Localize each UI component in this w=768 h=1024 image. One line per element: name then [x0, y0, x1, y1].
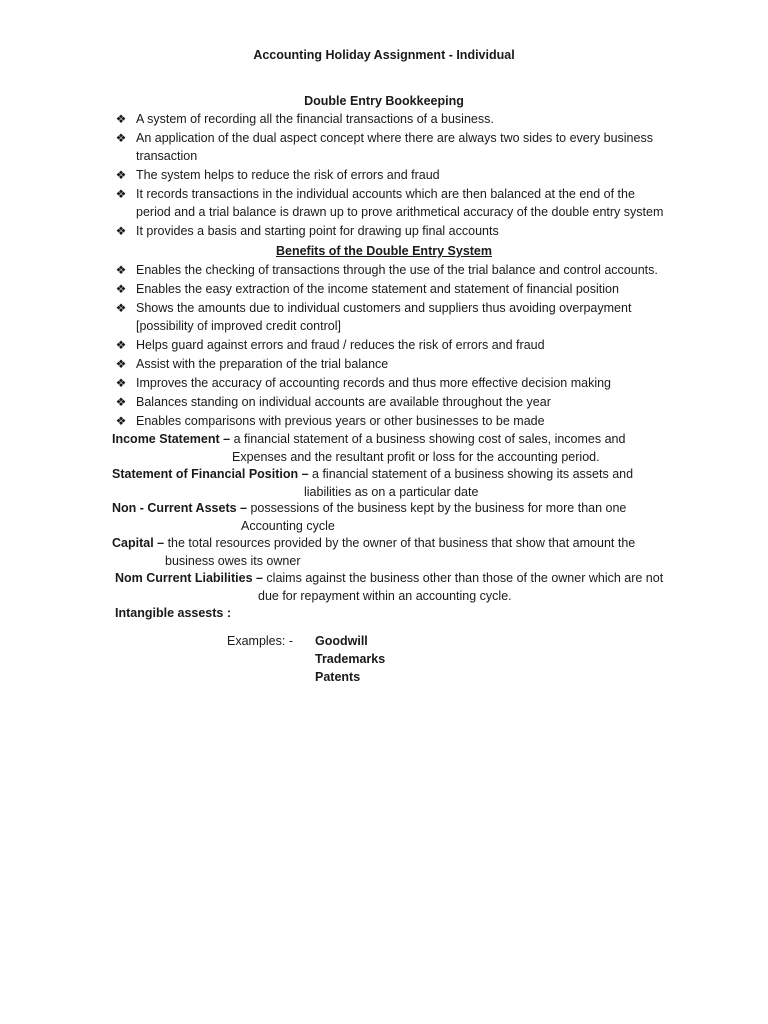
- definition-term: Nom Current Liabilities –: [115, 571, 263, 585]
- definition-term: Non - Current Assets –: [112, 501, 247, 515]
- definition-continuation: Expenses and the resultant profit or loss for the accounting period.: [232, 450, 600, 464]
- definition-term: Statement of Financial Position –: [112, 467, 309, 481]
- examples-label: Examples: -: [227, 634, 293, 648]
- list-item: ❖ Shows the amounts due to individual customers and suppliers thus avoiding overpayment [possibility of improved credit control]: [112, 299, 672, 335]
- diamond-bullet-icon: ❖: [115, 187, 127, 201]
- definition-text: possessions of the business kept by the business for more than one: [246, 501, 627, 515]
- list-item: ❖ A system of recording all the financial transactions of a business.: [112, 110, 672, 128]
- definition-text: a financial statement of a business showing cost of sales, incomes and: [230, 432, 626, 446]
- page-title: Accounting Holiday Assignment - Individual: [253, 48, 515, 62]
- list-item: ❖ It provides a basis and starting point for drawing up final accounts: [112, 222, 672, 240]
- definition-continuation: liabilities as on a particular date: [304, 485, 479, 499]
- benefits-list: [112, 261, 672, 431]
- definition-term: Capital –: [112, 536, 165, 550]
- diamond-bullet-icon: ❖: [115, 168, 127, 182]
- definition-capital: [112, 534, 672, 570]
- diamond-bullet-icon: ❖: [115, 376, 127, 390]
- diamond-bullet-icon: ❖: [115, 357, 127, 371]
- definition-text: the total resources provided by the owner of that business that show that amount the: [164, 536, 636, 550]
- list-item: ❖ Enables the easy extraction of the income statement and statement of financial position: [112, 280, 672, 298]
- definition-text: claims against the business other than those of the owner which are not: [262, 571, 664, 585]
- list-item: Goodwill: [315, 634, 368, 648]
- list-item: ❖ Enables the checking of transactions through the use of the trial balance and control accounts.: [112, 261, 672, 279]
- definition-continuation: due for repayment within an accounting cycle.: [258, 589, 512, 603]
- list-item: Trademarks: [315, 652, 386, 666]
- definition-continuation: Accounting cycle: [241, 519, 335, 533]
- diamond-bullet-icon: ❖: [115, 224, 127, 238]
- list-item: ❖ It records transactions in the individual accounts which are then balanced at the end of the period and a trial balance is drawn up to prove arithmetical accuracy of the double entry system: [112, 185, 672, 221]
- definition-term: Income Statement –: [112, 432, 231, 446]
- definition-continuation: business owes its owner: [165, 554, 301, 568]
- list-item: ❖ The system helps to reduce the risk of errors and fraud: [112, 166, 672, 184]
- list-item: ❖ An application of the dual aspect concept where there are always two sides to every business transaction: [112, 129, 672, 165]
- definition-non-current-assets: [112, 499, 672, 535]
- examples-list: [315, 632, 385, 686]
- diamond-bullet-icon: ❖: [115, 301, 127, 315]
- list-item: ❖ Enables comparisons with previous years or other businesses to be made: [112, 412, 672, 430]
- section-heading-double-entry: Double Entry Bookkeeping: [304, 94, 464, 108]
- diamond-bullet-icon: ❖: [115, 414, 127, 428]
- diamond-bullet-icon: ❖: [115, 338, 127, 352]
- double-entry-list: [112, 110, 672, 241]
- list-item: ❖ Improves the accuracy of accounting records and thus more effective decision making: [112, 374, 672, 392]
- list-item: ❖ Assist with the preparation of the trial balance: [112, 355, 672, 373]
- definition-current-liabilities: [115, 569, 675, 605]
- diamond-bullet-icon: ❖: [115, 395, 127, 409]
- diamond-bullet-icon: ❖: [115, 263, 127, 277]
- definition-text: a financial statement of a business showing its assets and: [308, 467, 634, 481]
- diamond-bullet-icon: ❖: [115, 112, 127, 126]
- intangible-assets-heading: Intangible assests :: [115, 606, 232, 620]
- definition-income-statement: [112, 430, 672, 466]
- list-item: ❖ Helps guard against errors and fraud / reduces the risk of errors and fraud: [112, 336, 672, 354]
- list-item: ❖ Balances standing on individual accounts are available throughout the year: [112, 393, 672, 411]
- section-heading-benefits: Benefits of the Double Entry System: [275, 244, 492, 258]
- diamond-bullet-icon: ❖: [115, 131, 127, 145]
- diamond-bullet-icon: ❖: [115, 282, 127, 296]
- definition-financial-position: [112, 465, 672, 501]
- list-item: Patents: [315, 670, 361, 684]
